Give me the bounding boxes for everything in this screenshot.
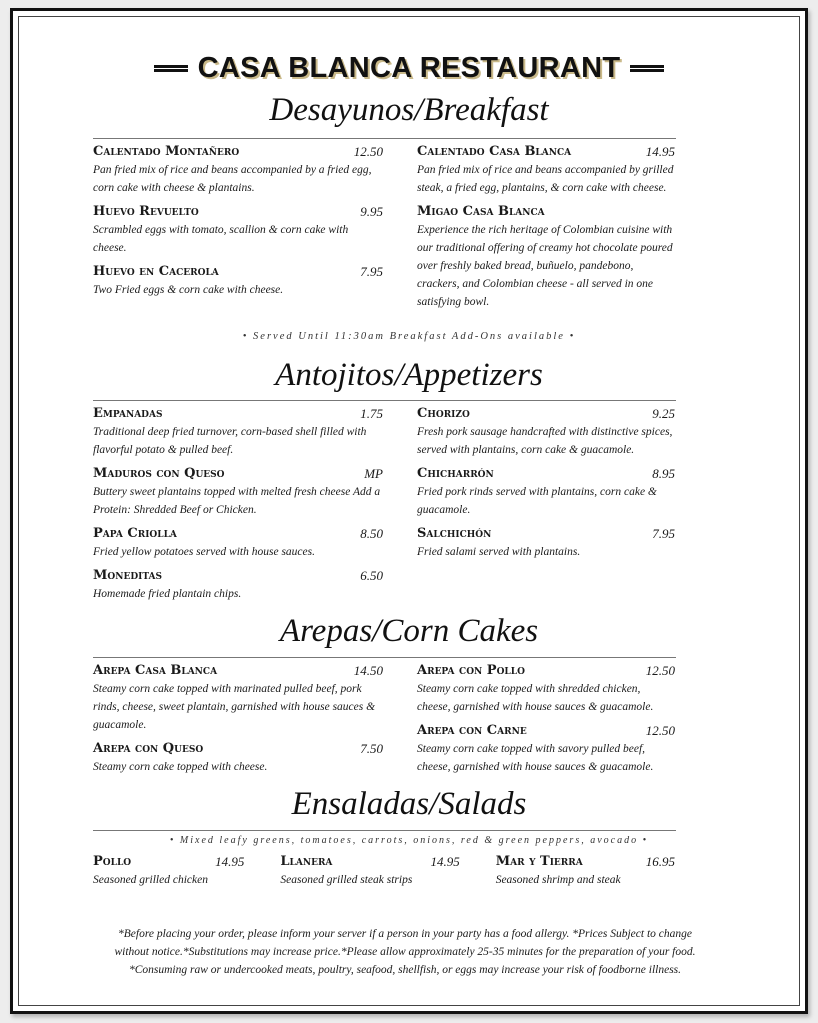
menu-item bbox=[93, 524, 383, 561]
breakfast-note: • Served Until 11:30am Breakfast Add-Ons available • bbox=[242, 331, 576, 342]
item-description: Steamy corn cake topped with shredded chicken, cheese, garnished with house sauces & guacamole. bbox=[417, 683, 654, 713]
menu-item bbox=[93, 566, 383, 603]
item-name: Pollo bbox=[93, 854, 132, 869]
appetizers-right-column bbox=[417, 404, 675, 566]
item-price: 12.50 bbox=[645, 723, 675, 738]
item-name: Mar y Tierra bbox=[495, 854, 583, 869]
item-name: Calentado Casa Blanca bbox=[417, 144, 572, 159]
item-description: Homemade fried plantain chips. bbox=[93, 588, 242, 600]
divider bbox=[93, 138, 676, 139]
item-name: Arepa con Carne bbox=[417, 723, 527, 738]
title-ornament-left bbox=[154, 65, 188, 72]
item-name: Papa Criolla bbox=[93, 526, 177, 541]
item-name: Chorizo bbox=[417, 406, 470, 421]
divider bbox=[93, 400, 676, 401]
menu-item bbox=[93, 262, 383, 299]
item-description: Fried pork rinds served with plantains, corn cake & guacamole. bbox=[417, 486, 657, 516]
item-description: Fresh pork sausage handcrafted with distinctive spices, served with plantains, corn cake & guacamole. bbox=[417, 426, 673, 456]
item-price: 14.50 bbox=[353, 663, 383, 678]
item-price: MP bbox=[364, 466, 383, 481]
item-price: 8.95 bbox=[652, 466, 675, 481]
item-description: Fried yellow potatoes served with house sauces. bbox=[93, 546, 315, 558]
menu-item bbox=[417, 202, 675, 311]
item-description: Pan fried mix of rice and beans accompanied by grilled steak, a fried egg, plantains, & corn cake with cheese. bbox=[417, 164, 674, 194]
section-heading-appetizers: Antojitos/Appetizers bbox=[275, 357, 543, 393]
arepas-left-column bbox=[93, 661, 383, 781]
item-description: Seasoned grilled steak strips bbox=[280, 874, 413, 886]
item-name: Chicharrón bbox=[417, 466, 494, 481]
menu-item bbox=[417, 661, 675, 716]
menu-item bbox=[417, 142, 675, 197]
breakfast-right-column bbox=[417, 142, 675, 316]
salad-item bbox=[280, 852, 459, 889]
item-description: Seasoned grilled chicken bbox=[93, 874, 208, 886]
item-price: 7.50 bbox=[360, 741, 383, 756]
title-ornament-right bbox=[630, 65, 664, 72]
item-name: Maduros con Queso bbox=[93, 466, 225, 481]
restaurant-name: CASA BLANCA RESTAURANT bbox=[197, 52, 621, 84]
item-description: Scrambled eggs with tomato, scallion & corn cake with cheese. bbox=[93, 224, 349, 254]
divider bbox=[93, 830, 676, 831]
divider bbox=[93, 657, 676, 658]
item-name: Arepa Casa Blanca bbox=[93, 663, 218, 678]
item-description: Two Fried eggs & corn cake with cheese. bbox=[93, 284, 284, 296]
salad-item bbox=[496, 852, 675, 889]
item-name: Huevo Revuelto bbox=[93, 204, 199, 219]
item-name: Calentado Montañero bbox=[93, 144, 240, 159]
menu-item bbox=[417, 404, 675, 459]
item-price: 1.75 bbox=[360, 406, 383, 421]
menu-item bbox=[93, 739, 383, 776]
item-name: Migao Casa Blanca bbox=[417, 204, 545, 219]
item-name: Llanera bbox=[280, 854, 333, 869]
menu-item bbox=[93, 202, 383, 257]
item-price: 12.50 bbox=[645, 663, 675, 678]
item-description: Steamy corn cake topped with cheese. bbox=[93, 761, 268, 773]
breakfast-left-column bbox=[93, 142, 383, 304]
item-price: 8.50 bbox=[360, 526, 383, 541]
arepas-right-column bbox=[417, 661, 675, 781]
item-price: 12.50 bbox=[353, 144, 383, 159]
section-heading-breakfast: Desayunos/Breakfast bbox=[269, 92, 549, 128]
item-name: Salchichón bbox=[417, 526, 492, 541]
item-description: Steamy corn cake topped with marinated pulled beef, pork rinds, cheese, sweet plantain, garnished with house sauces & guacamole. bbox=[93, 683, 376, 731]
item-description: Steamy corn cake topped with savory pulled beef, cheese, garnished with house sauces & guacamole. bbox=[417, 743, 654, 773]
menu-item bbox=[93, 661, 383, 734]
item-name: Empanadas bbox=[93, 406, 163, 421]
salads-row bbox=[93, 852, 675, 889]
restaurant-title bbox=[0, 52, 818, 85]
menu-item bbox=[93, 404, 383, 459]
item-name: Arepa con Pollo bbox=[417, 663, 525, 678]
item-description: Experience the rich heritage of Colombian cuisine with our traditional offering of creamy hot chocolate poured over freshly baked bread, buñuelo, pandebono, crackers, and Colombian cheese - all served in one satisfying bowl. bbox=[417, 224, 673, 308]
item-price: 14.95 bbox=[215, 854, 245, 869]
item-name: Arepa con Queso bbox=[93, 741, 204, 756]
section-heading-salads: Ensaladas/Salads bbox=[291, 786, 527, 822]
item-price: 14.95 bbox=[645, 144, 675, 159]
menu-item bbox=[417, 464, 675, 519]
item-description: Fried salami served with plantains. bbox=[417, 546, 581, 558]
salad-item bbox=[93, 852, 244, 889]
item-description: Traditional deep fried turnover, corn-based shell filled with flavorful potato & pulled beef. bbox=[93, 426, 367, 456]
menu-item bbox=[93, 464, 383, 519]
salads-note: • Mixed leafy greens, tomatoes, carrots, onions, red & green peppers, avocado • bbox=[169, 835, 649, 846]
item-description: Pan fried mix of rice and beans accompanied by a fried egg, corn cake with cheese & plantains. bbox=[93, 164, 372, 194]
item-price: 16.95 bbox=[645, 854, 675, 869]
item-price: 14.95 bbox=[430, 854, 460, 869]
allergy-disclaimer: *Before placing your order, please inform your server if a person in your party has a food allergy. *Prices Subject to change without notice.*Substitutions may increase price.*Please allow approximately 25-35 minutes for the preparation of your food. *Consuming raw or undercooked meats, poultry, seafood, shellfish, or eggs may increase your risk of foodborne illness. bbox=[114, 928, 696, 976]
item-price: 9.95 bbox=[360, 204, 383, 219]
item-description: Seasoned shrimp and steak bbox=[495, 874, 621, 886]
menu-item bbox=[93, 142, 383, 197]
item-price: 9.25 bbox=[652, 406, 675, 421]
appetizers-left-column bbox=[93, 404, 383, 608]
item-name: Huevo en Cacerola bbox=[93, 264, 219, 279]
section-heading-arepas: Arepas/Corn Cakes bbox=[279, 613, 539, 649]
item-description: Buttery sweet plantains topped with melted fresh cheese Add a Protein: Shredded Beef or Chicken. bbox=[93, 486, 381, 516]
item-price: 7.95 bbox=[360, 264, 383, 279]
menu-item bbox=[417, 524, 675, 561]
item-name: Moneditas bbox=[93, 568, 163, 583]
item-price: 7.95 bbox=[652, 526, 675, 541]
menu-item bbox=[417, 721, 675, 776]
item-price: 6.50 bbox=[360, 568, 383, 583]
